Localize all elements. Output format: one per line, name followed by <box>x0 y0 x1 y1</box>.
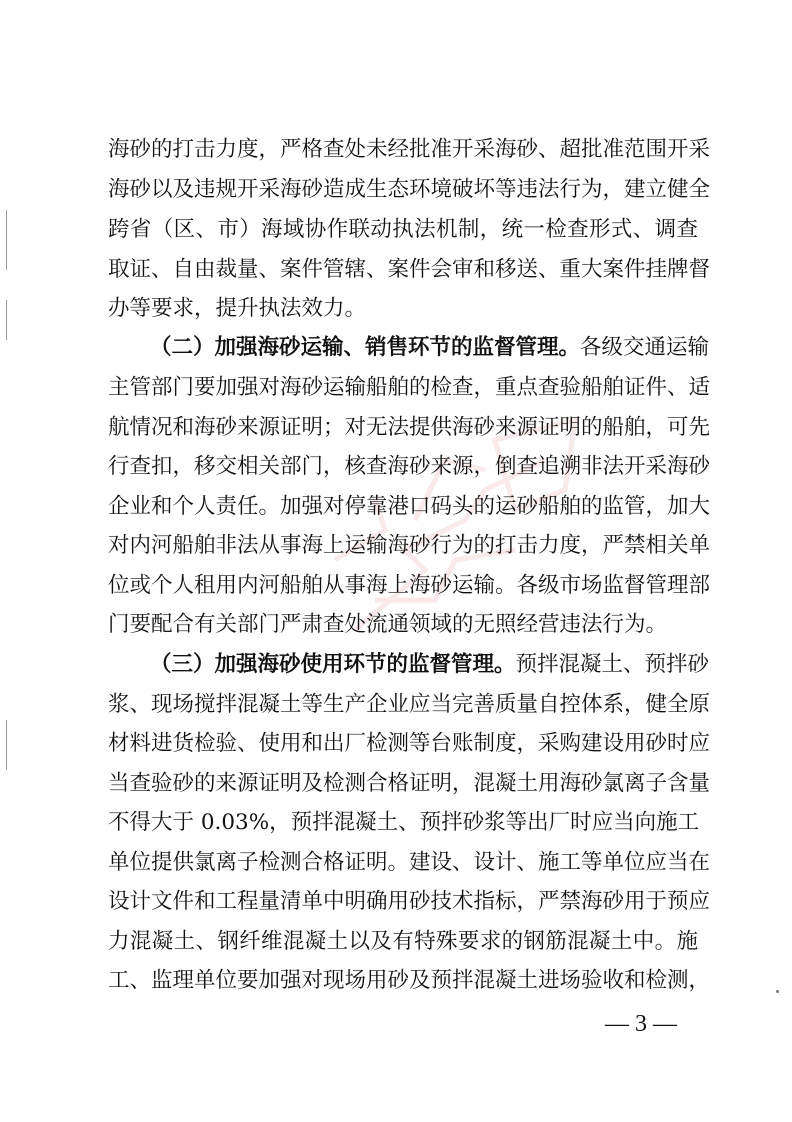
section-heading: （二）加强海砂运输、销售环节的监督管理。 <box>150 335 581 360</box>
paragraph-first-line <box>150 328 710 368</box>
text-line: 企业和个人责任。加强对停靠港口码头的运砂船舶的监管，加大 <box>108 494 711 519</box>
text-line: 当查验砂的来源证明及检测合格证明，混凝土用海砂氯离子含量 <box>108 771 711 796</box>
text-line: 工、监理单位要加强对现场用砂及预拌混凝土进场验收和检测， <box>108 968 711 993</box>
scan-speck <box>776 990 779 993</box>
margin-mark <box>6 300 7 340</box>
text-line: 海砂的打击力度，严格查处未经批准开采海砂、超批准范围开采 <box>108 137 711 162</box>
text-line: 材料进货检验、使用和出厂检测等台账制度，采购建设用砂时应 <box>108 731 711 756</box>
text-line: 航情况和海砂来源证明；对无法提供海砂来源证明的船舶，可先 <box>108 415 711 440</box>
margin-mark <box>6 210 7 270</box>
text-line: 不得大于 0.03%，预拌混凝土、预拌砂浆等出厂时应当向施工 <box>108 810 700 835</box>
text-line: 位或个人租用内河船舶从事海上海砂运输。各级市场监督管理部 <box>108 573 711 598</box>
text-run: 预拌混凝土、预拌砂 <box>515 652 710 677</box>
text-line: 力混凝土、钢纤维混凝土以及有特殊要求的钢筋混凝土中。施 <box>108 929 698 954</box>
section-heading: （三）加强海砂使用环节的监督管理。 <box>150 652 516 677</box>
text-line: 单位提供氯离子检测合格证明。建设、设计、施工等单位应当在 <box>108 850 711 875</box>
margin-mark <box>6 720 7 770</box>
text-line: 跨省（区、市）海域协作联动执法机制，统一检查形式、调查 <box>108 217 698 242</box>
text-line: 海砂以及违规开采海砂造成生态环境破坏等违法行为，建立健全 <box>108 177 711 202</box>
text-line: 行查扣，移交相关部门，核查海砂来源，倒查追溯非法开采海砂 <box>108 454 711 479</box>
text-line: 办等要求，提升执法效力。 <box>108 296 367 321</box>
text-line: 设计文件和工程量清单中明确用砂技术指标，严禁海砂用于预应 <box>108 889 711 914</box>
page-number: — 3 — <box>605 1011 677 1037</box>
text-line: 对内河船舶非法从事海上运输海砂行为的打击力度，严禁相关单 <box>108 533 711 558</box>
text-line: 门要配合有关部门严肃查处流通领域的无照经营违法行为。 <box>108 612 668 637</box>
text-line: 浆、现场搅拌混凝土等生产企业应当完善质量自控体系，健全原 <box>108 692 711 717</box>
text-line: 取证、自由裁量、案件管辖、案件会审和移送、重大案件挂牌督 <box>108 257 711 282</box>
text-line: 主管部门要加强对海砂运输船舶的检查，重点查验船舶证件、适 <box>108 375 711 400</box>
text-run: 各级交通运输 <box>580 335 710 360</box>
paragraph-first-line <box>150 645 710 685</box>
